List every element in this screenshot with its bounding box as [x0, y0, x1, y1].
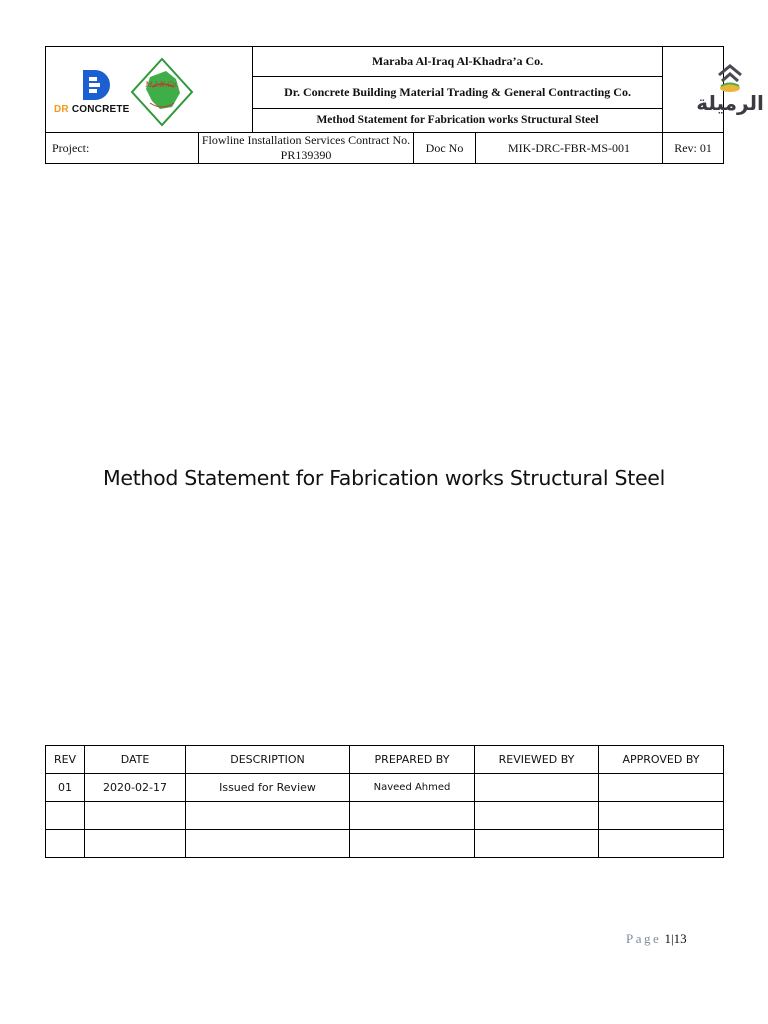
table-row [46, 830, 724, 858]
iraq-map-diamond-logo [130, 57, 194, 127]
page-total: 13 [673, 931, 687, 946]
cell-description [186, 830, 350, 858]
cell-date [85, 802, 186, 830]
header-description: DESCRIPTION [186, 746, 350, 774]
cell-approved-by [599, 774, 724, 802]
cell-prepared-by [350, 830, 475, 858]
revision-table-header [46, 746, 724, 774]
header-document-title: Method Statement for Fabrication works Structural Steel [253, 108, 663, 132]
revision-table [45, 745, 724, 858]
page-separator: | [671, 931, 674, 946]
cell-reviewed-by [475, 802, 599, 830]
cell-description [186, 802, 350, 830]
cell-rev [46, 802, 85, 830]
rumaila-wordmark: الرميلة [696, 91, 764, 115]
dr-concrete-logo [54, 69, 130, 117]
table-row [46, 802, 724, 830]
cell-description: Issued for Review [186, 774, 350, 802]
table-row [46, 774, 724, 802]
cell-date: 2020-02-17 [85, 774, 186, 802]
cell-approved-by [599, 830, 724, 858]
page-word: Page [626, 931, 662, 946]
left-logo-cell [46, 47, 253, 133]
doc-no-label: Doc No [414, 133, 476, 164]
right-logo-cell [663, 47, 764, 133]
cell-rev: 01 [46, 774, 85, 802]
revision-number: Rev: 01 [663, 133, 724, 164]
page-current: 1 [664, 931, 672, 946]
header-date: DATE [85, 746, 186, 774]
document-header-table [45, 46, 764, 164]
cell-prepared-by [350, 802, 475, 830]
header-rev: REV [46, 746, 85, 774]
header-approved-by: APPROVED BY [599, 746, 724, 774]
project-value: Flowline Installation Services Contract No. PR139390 [199, 133, 414, 164]
cell-reviewed-by [475, 830, 599, 858]
header-prepared-by: PREPARED BY [350, 746, 475, 774]
rumaila-logo [685, 61, 768, 117]
cell-approved-by [599, 802, 724, 830]
company-name-2: Dr. Concrete Building Material Trading & General Contracting Co. [253, 77, 663, 108]
dr-concrete-wordmark: DR CONCRETE [54, 104, 130, 115]
cell-prepared-by: Naveed Ahmed [350, 774, 475, 802]
project-label: Project: [46, 133, 199, 164]
header-reviewed-by: REVIEWED BY [475, 746, 599, 774]
company-name-1: Maraba Al-Iraq Al-Khadra’a Co. [253, 47, 663, 77]
dr-concrete-icon [80, 69, 110, 101]
cell-reviewed-by [475, 774, 599, 802]
page-number-footer [626, 931, 687, 947]
rumaila-emblem-icon [685, 61, 768, 95]
page-title: Method Statement for Fabrication works Structural Steel [103, 466, 665, 490]
cell-date [85, 830, 186, 858]
cell-rev [46, 830, 85, 858]
doc-no-value: MIK-DRC-FBR-MS-001 [476, 133, 663, 164]
svg-text:M.I.K.Co.: M.I.K.Co. [145, 81, 179, 89]
